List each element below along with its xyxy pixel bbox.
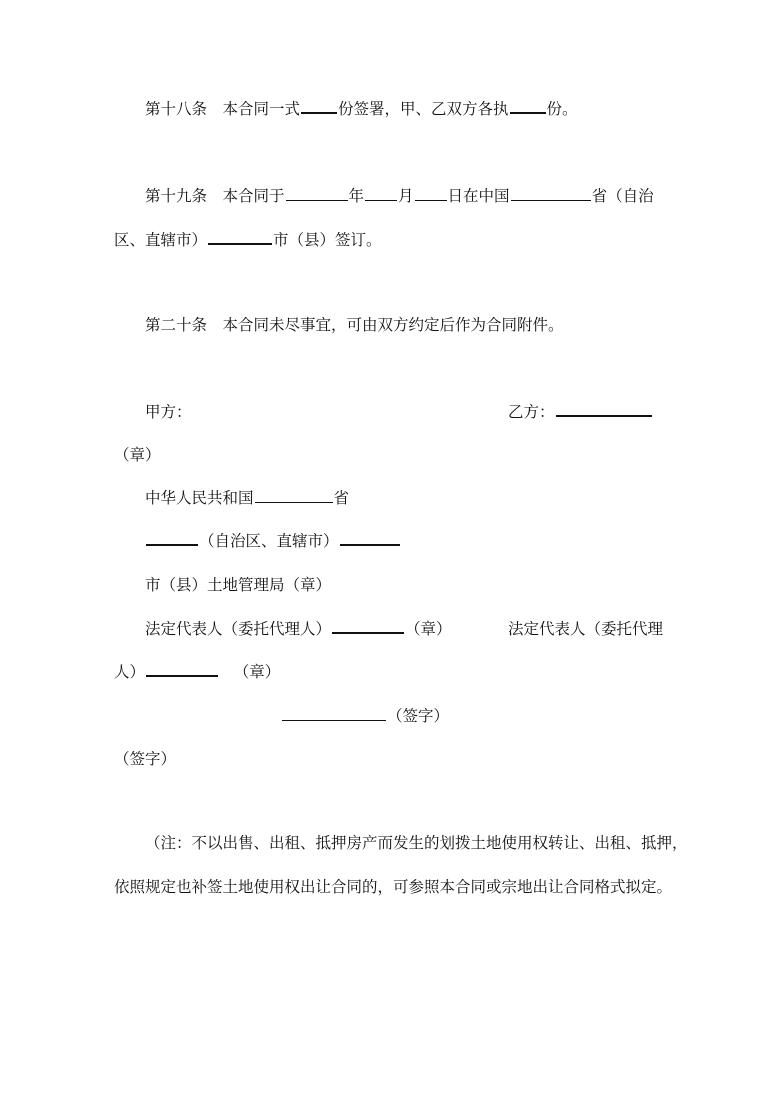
day-blank[interactable] [415, 186, 447, 201]
party-a-seal [114, 444, 161, 466]
party-a-sign-blank[interactable] [282, 706, 386, 721]
party-a-rep-text: 法定代表人（委托代理人） [145, 620, 332, 638]
article-19-text-5: 省（自治 [591, 187, 654, 205]
party-a-rep-blank[interactable] [332, 618, 404, 634]
city-blank[interactable] [208, 229, 272, 245]
article-19-month: 月 [398, 187, 414, 205]
note-text-2: 依照规定也补签土地使用权出让合同的，可参照本合同或宗地出让合同格式拟定。 [114, 878, 673, 896]
country-prefix: 中华人民共和国 [145, 489, 254, 507]
party-a-rep-line [145, 618, 452, 640]
party-b-sign-text: （签字） [114, 750, 177, 768]
article-19-text-1: 第十九条 本合同于 [145, 187, 285, 205]
party-b-rep-text: 法定代表人（委托代理 [508, 620, 664, 638]
note-text-1: （注：不以出售、出租、抵押房产而发生的划拨土地使用权转让、出租、抵押， [145, 834, 688, 852]
province-blank[interactable] [511, 186, 591, 201]
party-a-city-blank[interactable] [340, 530, 400, 546]
article-18-text-1: 第十八条 本合同一式 [145, 100, 301, 118]
party-b-rep-blank[interactable] [146, 661, 218, 677]
party-b-rep-text-2: 人） [114, 663, 146, 681]
month-blank[interactable] [365, 186, 397, 201]
party-a-province-blank[interactable] [255, 488, 333, 503]
party-b-rep-cont [114, 661, 280, 683]
party-a-country-line [145, 487, 349, 509]
party-a-bureau-line [145, 574, 331, 596]
article-19-text-7: 市（县）签订。 [273, 231, 382, 249]
party-b-label [508, 401, 653, 423]
party-b-name-blank[interactable] [556, 401, 652, 417]
party-a-region-line [145, 530, 401, 552]
party-b-rep-line [508, 618, 663, 640]
note-line-1 [145, 832, 688, 854]
article-19-year: 年 [348, 187, 365, 205]
party-a-rep-seal: （章） [405, 620, 452, 638]
party-b-label-text: 乙方： [508, 403, 555, 421]
copies-total-blank[interactable] [301, 98, 337, 114]
article-19-text-4: 日在中国 [447, 187, 510, 205]
copies-each-blank[interactable] [510, 98, 546, 114]
party-a-region-blank[interactable] [146, 530, 198, 546]
article-20-text: 第二十条 本合同未尽事宜，可由双方约定后作为合同附件。 [145, 316, 564, 334]
party-a-sign-line [281, 705, 449, 727]
party-a-label-text: 甲方： [145, 403, 192, 421]
article-19-cont [114, 229, 382, 251]
bureau-text: 市（县）土地管理局（章） [145, 576, 332, 594]
party-a-sign-text: （签字） [387, 707, 450, 725]
article-19-text-6: 区、直辖市） [114, 231, 208, 249]
article-18-text-2: 份签署，甲、乙双方各执 [338, 100, 509, 118]
article-19 [145, 185, 654, 207]
article-18-text-3: 份。 [546, 100, 578, 118]
party-a-label [145, 401, 192, 423]
party-b-rep-seal: （章） [233, 663, 281, 681]
party-a-seal-text: （章） [114, 446, 161, 464]
article-20 [145, 314, 564, 336]
province-suffix: 省 [333, 489, 350, 507]
year-blank[interactable] [286, 186, 348, 201]
note-line-2 [114, 876, 672, 898]
article-18 [145, 98, 578, 120]
party-b-sign-line [114, 748, 176, 770]
region-text: （自治区、直辖市） [199, 532, 339, 550]
